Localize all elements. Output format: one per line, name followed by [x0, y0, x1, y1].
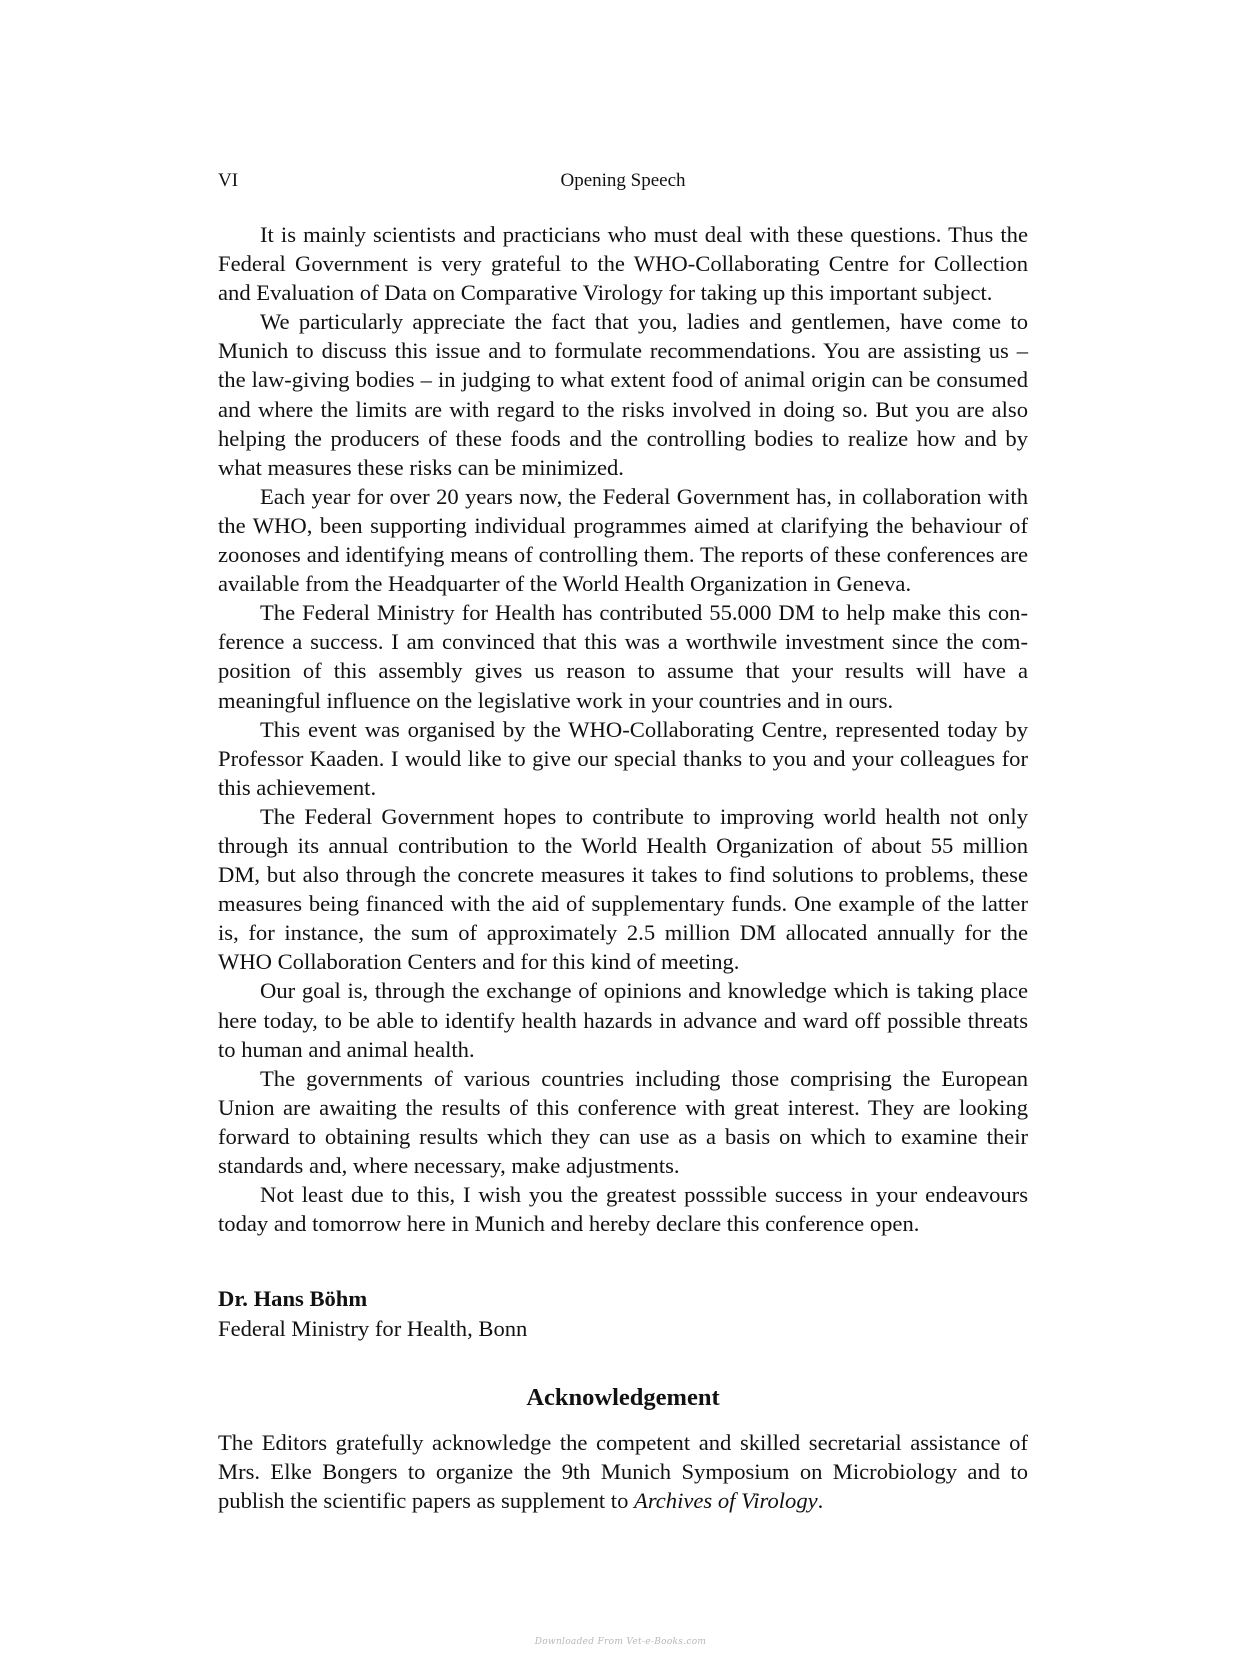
speech-paragraph: The governments of various countries including those comprising the European Union are awaiting the results of this conference with great interest. They are looking forward to obtaining results which they can use as a basis on which to examine their standards and, where necessary, make adjustments. — [218, 1065, 1028, 1178]
speech-paragraph: We particularly appreciate the fact that you, ladies and gentlemen, have come to Munich to discuss this issue and to formulate recommendations. You are assisting us – the law-giving bodies – in judging to what extent food of animal origin can be consumed and where the limits are with regard to the risks involved in doing so. But you are also helping the producers of these foods and the controlling bodies to realize how and by what measures these risks can be minimized. — [218, 309, 1028, 480]
speech-body — [218, 220, 1028, 1238]
download-watermark: Downloaded From Vet-e-Books.com — [534, 1637, 707, 1647]
signature-block — [218, 1284, 1028, 1344]
page-header — [218, 168, 1028, 194]
signatory-name: Dr. Hans Böhm — [218, 1286, 368, 1311]
acknowledgement-heading: Acknowledgement — [526, 1384, 720, 1411]
running-title: Opening Speech — [560, 170, 686, 191]
acknowledgement-text — [218, 1428, 1028, 1515]
speech-paragraph: It is mainly scientists and practicians who must deal with these questions. Thus the Federal Government is very grateful to the WHO-Collaborating Centre for Collection and Evaluation of Data on Comparative Virology for taking up this important subject. — [218, 222, 1028, 306]
speech-paragraph: This event was organised by the WHO-Collaborating Centre, represented today by Professor Kaaden. I would like to give our special thanks to you and your colleagues for this achievement. — [218, 716, 1028, 800]
acknowledgement-end: . — [817, 1488, 824, 1514]
speech-paragraph: The Federal Government hopes to contribute to improving world health not only through its annual contribution to the World Health Organization of about 55 million DM, but also through the concrete measures it takes to find solutions to problems, these measures being financed with the aid of supplementary funds. One example of the latter is, for instance, the sum of approximately 2.5 million DM allocated annually for the WHO Collaboration Centers and for this kind of meeting. — [218, 803, 1028, 975]
acknowledgement-body: The Editors gratefully acknowledge the competent and skilled secretarial assistance of Mrs. Elke Bongers to organize the 9th Munich Symposium on Microbiology and to publish the scientific papers as supplement to — [218, 1430, 1028, 1514]
speech-paragraph: Not least due to this, I wish you the greatest posssible success in your endeavours today and tomorrow here in Munich and hereby declare this conference open. — [218, 1182, 1028, 1237]
journal-title: Archives of Virology — [634, 1488, 818, 1514]
page-number: VI — [218, 170, 239, 191]
speech-paragraph: The Federal Ministry for Health has contributed 55.000 DM to help make this conference a success. I am convinced that this was a worthwile investment since the composition of this assembly gives us reason to assume that your results will have a meaningful influence on the legislative work in your countries and in ours. — [218, 600, 1028, 713]
signatory-affiliation: Federal Ministry for Health, Bonn — [218, 1316, 528, 1341]
speech-paragraph: Our goal is, through the exchange of opinions and knowledge which is taking place here today, to be able to identify health hazards in advance and ward off possible threats to human and animal health. — [218, 978, 1028, 1062]
speech-paragraph: Each year for over 20 years now, the Federal Government has, in collaboration with the WHO, been supporting individual programmes aimed at clarifying the behaviour of zoonoses and identifying means of controlling them. The reports of these conferences are available from the Headquarter of the World Health Organization in Geneva. — [218, 483, 1028, 597]
